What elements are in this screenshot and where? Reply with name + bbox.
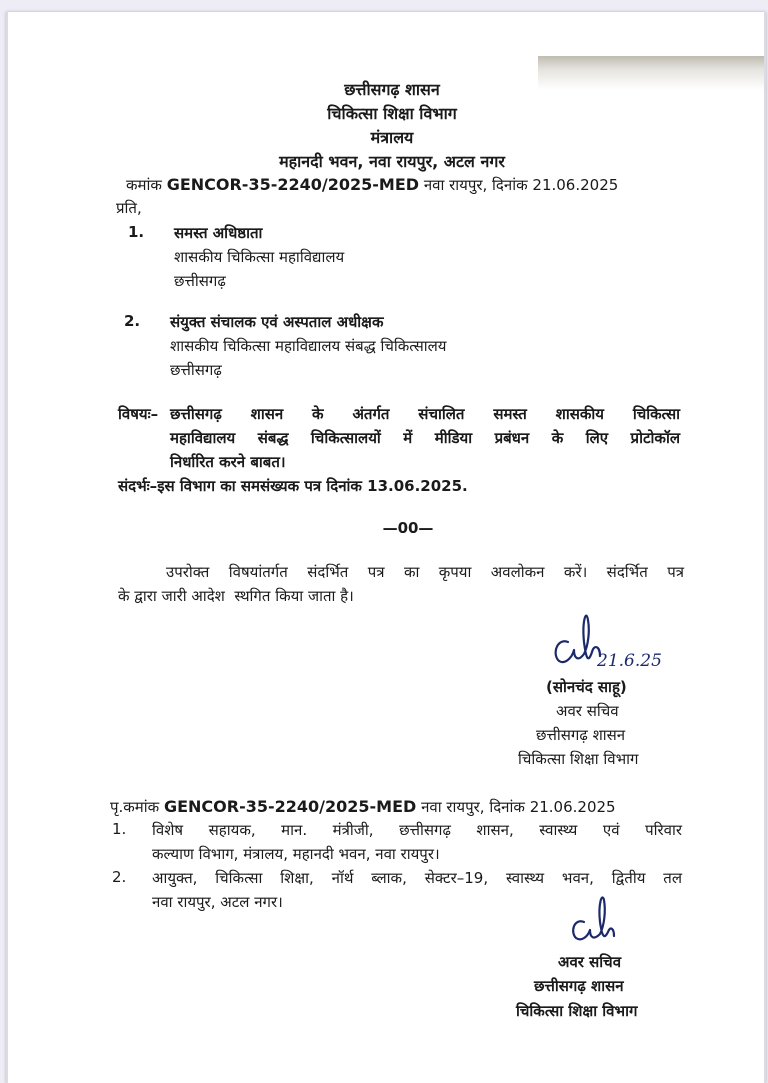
endorsement-item-1-line1: विशेष सहायक, मान. मंत्रीजी, छत्तीसगढ़ शासन, स्वास्थ्य एवं परिवार: [152, 821, 682, 839]
signature-2: [564, 892, 674, 952]
reference-letter-text: इस विभाग का समसंख्यक पत्र दिनांक 13.06.2025.: [157, 477, 468, 495]
endorsement-number: GENCOR-35-2240/2025-MED: [163, 797, 417, 816]
recipient-1-line3: छत्तीसगढ़: [174, 272, 226, 290]
body-line-1: उपरोक्त विषयांतर्गत संदर्भित पत्र का कृपया अवलोकन करें। संदर्भित पत्र: [166, 563, 684, 581]
signature-2-dept: चिकित्सा शिक्षा विभाग: [516, 1002, 638, 1020]
body-line-2: के द्वारा जारी आदेश स्थगित किया जाता है।: [118, 587, 354, 605]
reference-prefix: कमांक: [126, 176, 162, 194]
endorsement-item-2-number: 2.: [112, 868, 127, 886]
signature-1-dept: चिकित्सा शिक्षा विभाग: [518, 750, 639, 768]
header-ministry: मंत्रालय: [370, 128, 414, 147]
subject-label: विषयः–: [118, 405, 159, 423]
endorsement-place-date-label: नवा रायपुर, दिनांक: [421, 798, 525, 816]
subject-line-3: निर्धारित करने बाबत।: [170, 453, 286, 471]
reference-letter-line: [118, 476, 468, 496]
recipient-2-title: संयुक्त संचालक एवं अस्पताल अधीक्षक: [170, 313, 384, 331]
endorsement-item-1-line2: कल्याण विभाग, मंत्रालय, महानदी भवन, नवा रायपुर।: [152, 845, 440, 863]
recipient-2-line3: छत्तीसगढ़: [170, 361, 222, 379]
subject-line-2: महाविद्यालय संबद्ध चिकित्सालयों में मीडिया प्रबंधन के लिए प्रोटोकॉल: [170, 429, 680, 447]
signature-1-org: छत्तीसगढ़ शासन: [536, 726, 626, 744]
signature-1-date: 21.6.25: [597, 651, 662, 671]
signature-1-designation: अवर सचिव: [556, 702, 619, 720]
endorsement-item-2-line1: आयुक्त, चिकित्सा शिक्षा, नॉर्थ ब्लाक, सेक्टर–19, स्वास्थ्य भवन, द्वितीय तल: [152, 869, 682, 887]
subject-line-1: छत्तीसगढ़ शासन के अंतर्गत संचालित समस्त शासकीय चिकित्सा: [170, 405, 680, 423]
header-department: चिकित्सा शिक्षा विभाग: [327, 104, 457, 123]
endorsement-item-1-number: 1.: [112, 820, 127, 838]
signature-2-org: छत्तीसगढ़ शासन: [534, 977, 624, 995]
recipient-1-title: समस्त अधिष्ठाता: [174, 224, 263, 242]
separator: —00—: [382, 519, 434, 537]
reference-place-date-label: नवा रायपुर, दिनांक: [423, 176, 528, 194]
endorsement-reference-line: [110, 797, 616, 817]
to-label: प्रति,: [116, 199, 142, 217]
recipient-1-line2: शासकीय चिकित्सा महाविद्यालय: [174, 248, 345, 266]
reference-date: 21.06.2025: [532, 176, 619, 194]
recipient-2-number: 2.: [124, 312, 141, 330]
header-government: छत्तीसगढ़ शासन: [344, 80, 440, 99]
endorsement-prefix: पृ.कमांक: [110, 798, 160, 816]
signature-1-name: (सोनचंद साहू): [546, 678, 627, 696]
recipient-2-line2: शासकीय चिकित्सा महाविद्यालय संबद्ध चिकित्सालय: [170, 337, 447, 355]
header-address: महानदी भवन, नवा रायपुर, अटल नगर: [279, 152, 505, 171]
letter-page: [6, 12, 766, 1083]
recipient-1-number: 1.: [128, 223, 145, 241]
endorsement-item-2-line2: नवा रायपुर, अटल नगर।: [152, 893, 283, 911]
signature-2-designation: अवर सचिव: [558, 953, 622, 971]
reference-line: [126, 175, 618, 195]
reference-letter-label: संदर्भः–: [118, 477, 158, 495]
endorsement-date: 21.06.2025: [529, 798, 616, 816]
reference-number: GENCOR-35-2240/2025-MED: [166, 175, 420, 194]
